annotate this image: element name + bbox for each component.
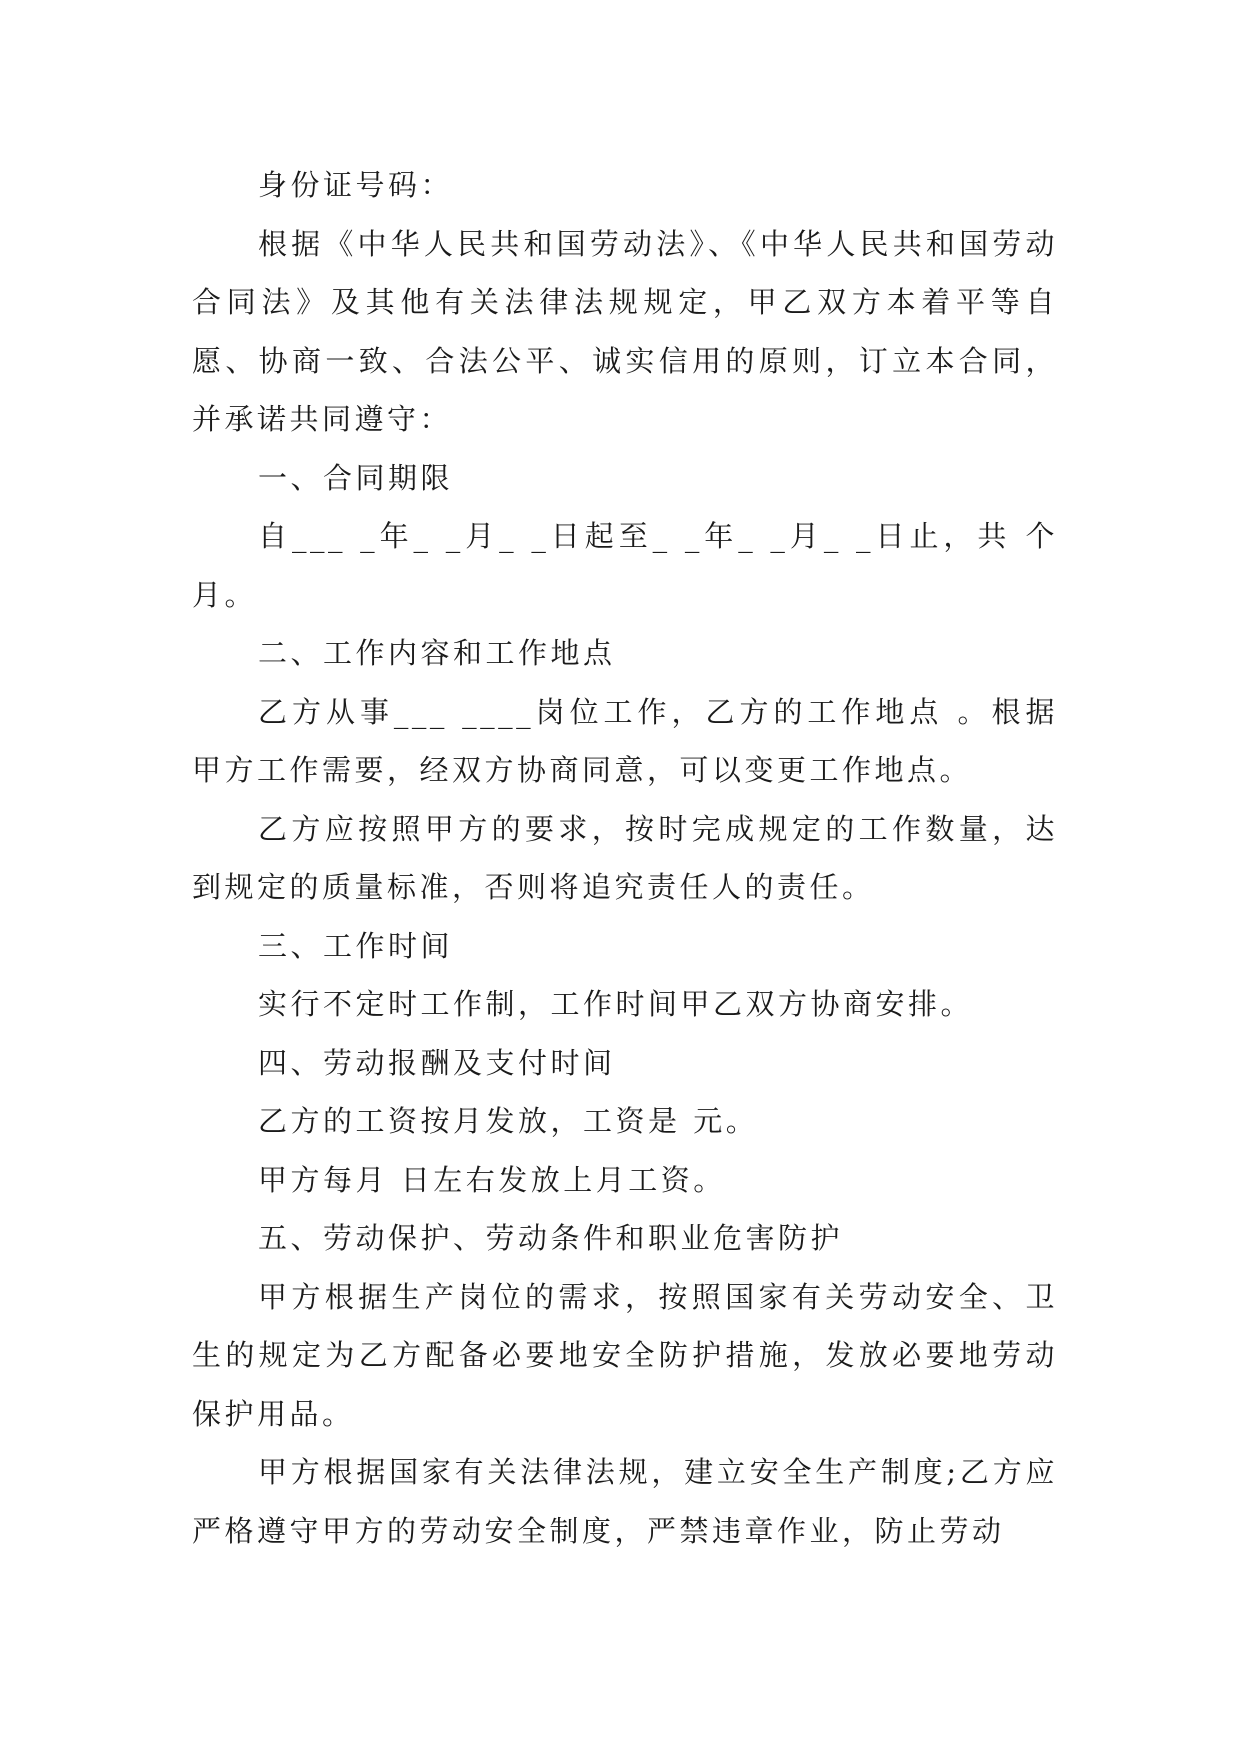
section-heading-labor-protection: 五、劳动保护、劳动条件和职业危害防护 [258, 1221, 844, 1255]
contract-term-paragraph: 自___ _年_ _月_ _日起至_ _年_ _月_ _日止，共 个月。 [192, 519, 1058, 612]
safety-system-paragraph: 甲方根据国家有关法律法规，建立安全生产制度;乙方应严格遵守甲方的劳动安全制度，严禁违章作业，防止劳动 [192, 1455, 1058, 1548]
work-hours-paragraph: 实行不定时工作制，工作时间甲乙双方协商安排。 [258, 987, 974, 1021]
section-heading-work-content: 二、工作内容和工作地点 [258, 636, 616, 670]
salary-paragraph: 乙方的工资按月发放，工资是 元。 [258, 1104, 759, 1138]
section-heading-contract-term: 一、合同期限 [258, 460, 454, 495]
work-content-paragraph: 乙方从事___ ____岗位工作，乙方的工作地点 。根据甲方工作需要，经双方协商同意，可以变更工作地点。 [192, 694, 1058, 787]
section-heading-remuneration: 四、劳动报酬及支付时间 [258, 1045, 616, 1080]
payday-paragraph: 甲方每月 日左右发放上月工资。 [258, 1162, 726, 1197]
work-quality-paragraph: 乙方应按照甲方的要求，按时完成规定的工作数量，达到规定的质量标准，否则将追究责任人的责任。 [192, 811, 1058, 904]
preamble-paragraph: 根据《中华人民共和国劳动法》、《中华人民共和国劳动合同法》及其他有关法律法规规定，甲乙双方本着平等自愿、协商一致、合法公平、诚实信用的原则，订立本合同，并承诺共同遵守： [192, 226, 1058, 436]
protection-equipment-paragraph: 甲方根据生产岗位的需求，按照国家有关劳动安全、卫生的规定为乙方配备必要地安全防护措施，发放必要地劳动保护用品。 [192, 1279, 1058, 1431]
id-number-line: 身份证号码： [258, 168, 454, 202]
section-heading-work-hours: 三、工作时间 [258, 928, 454, 963]
document-body [192, 156, 1058, 1560]
